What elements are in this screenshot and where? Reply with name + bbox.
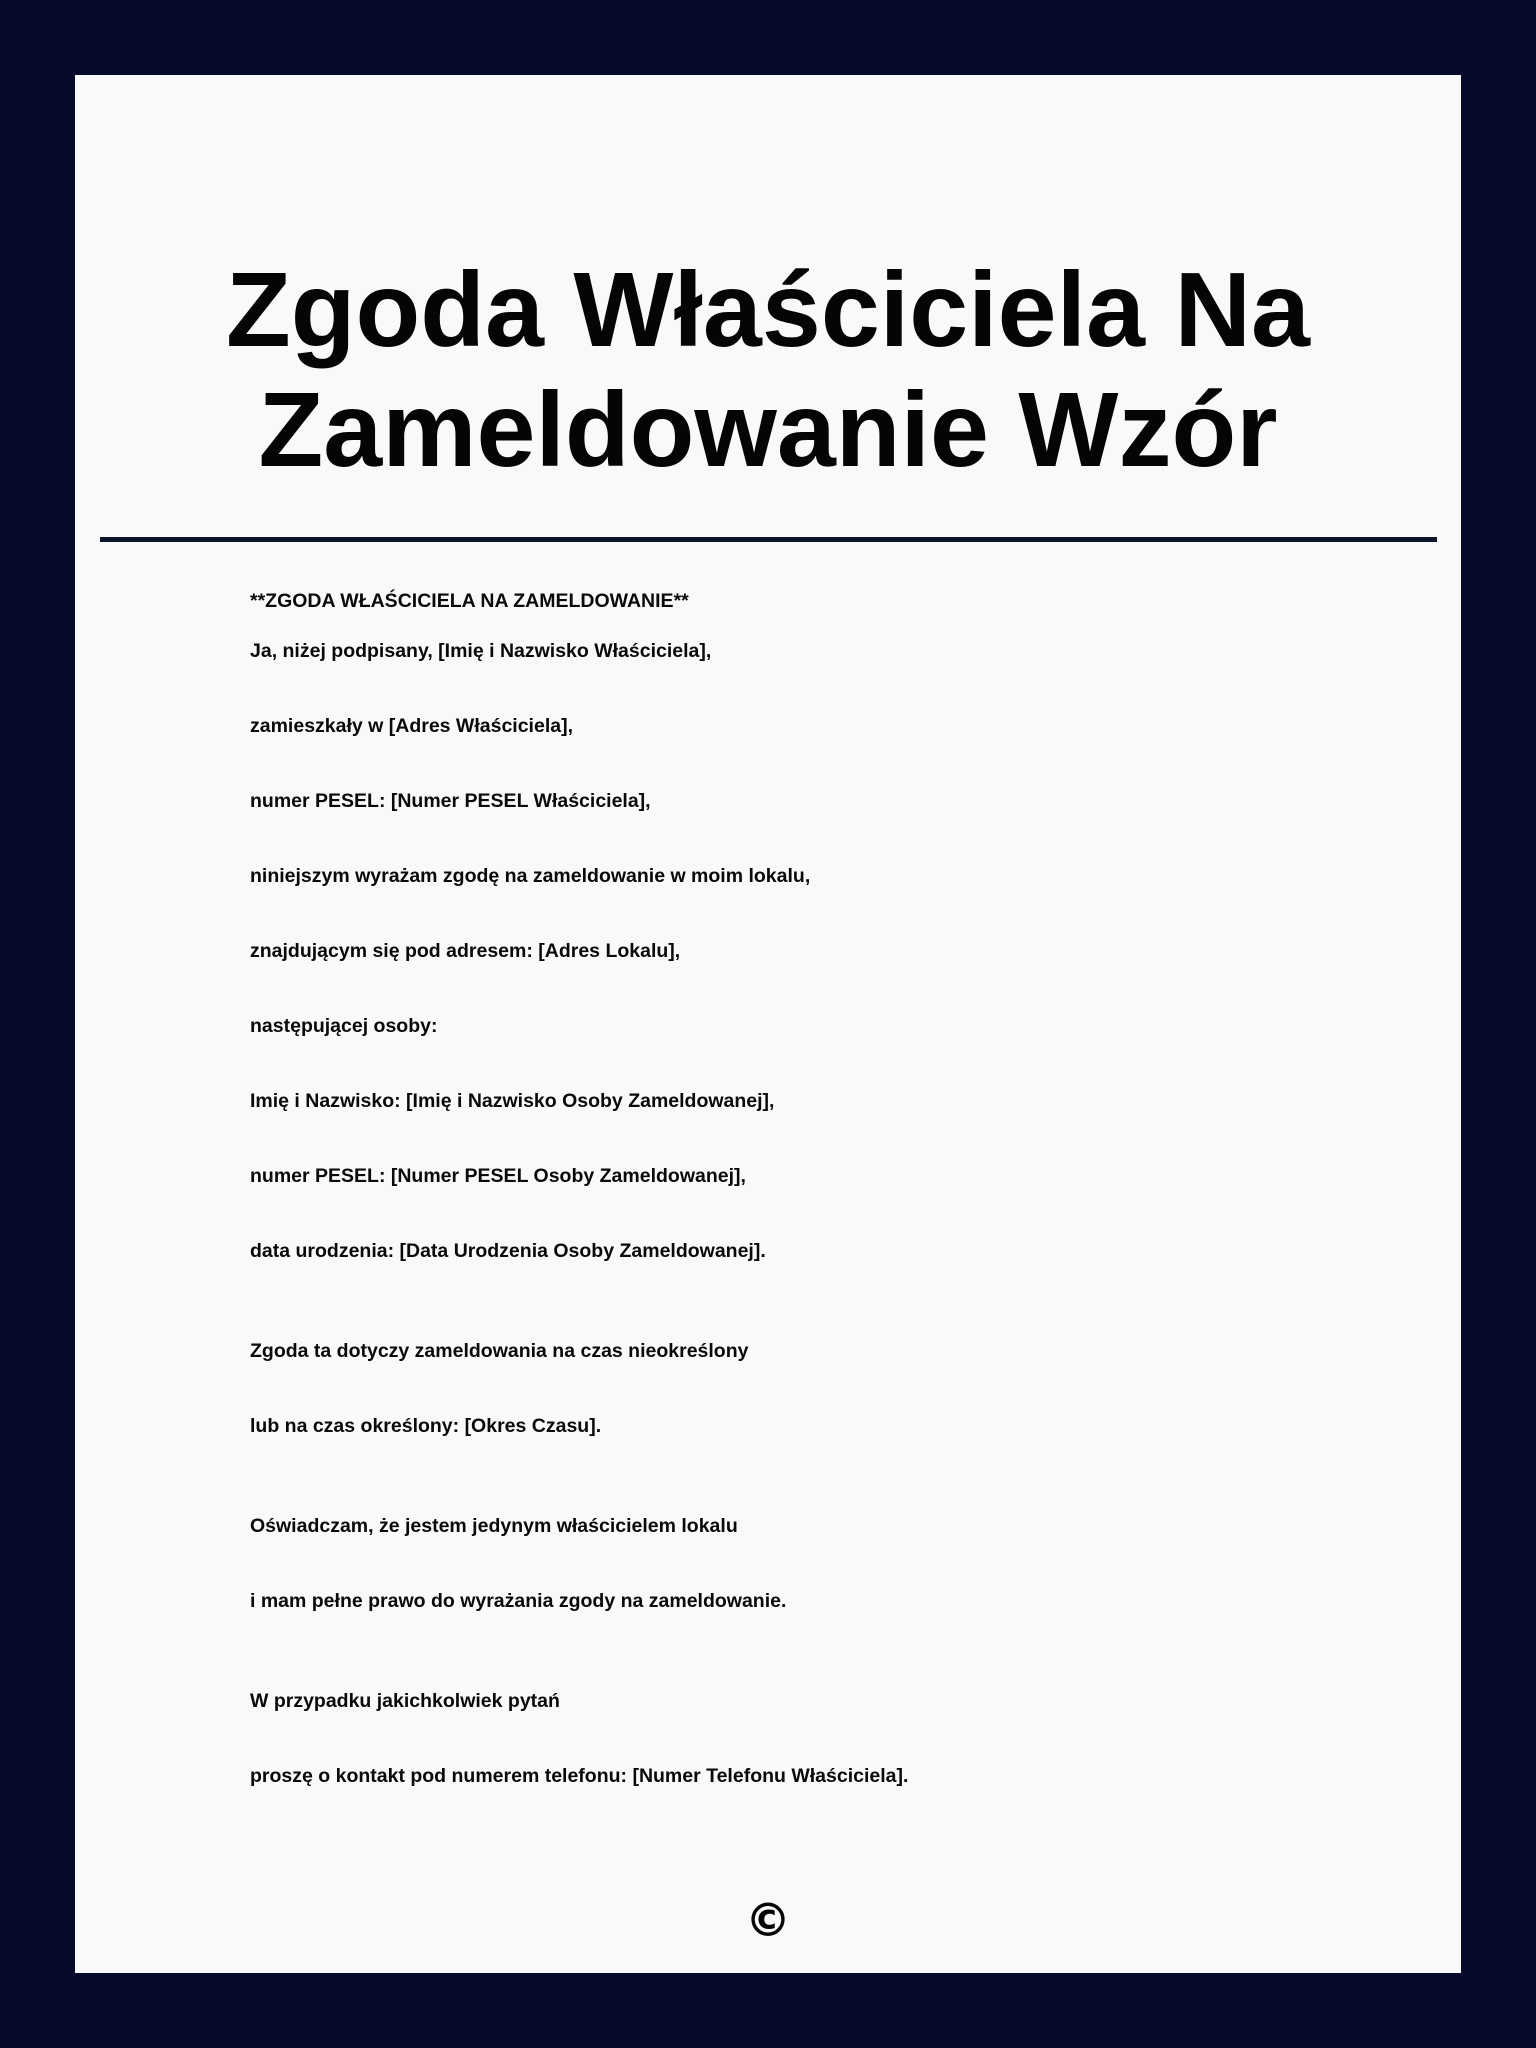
body-line: Oświadczam, że jestem jedynym właścicielem lokalu — [250, 1515, 738, 1537]
body-line: numer PESEL: [Numer PESEL Właściciela], — [250, 790, 651, 812]
document-page — [75, 75, 1461, 1973]
body-line: data urodzenia: [Data Urodzenia Osoby Zameldowanej]. — [250, 1240, 766, 1262]
title-divider — [100, 537, 1437, 542]
body-line: niniejszym wyrażam zgodę na zameldowanie w moim lokalu, — [250, 865, 811, 887]
page-title-line-2: Zameldowanie Wzór — [258, 371, 1278, 489]
body-line: proszę o kontakt pod numerem telefonu: [Numer Telefonu Właściciela]. — [250, 1765, 909, 1787]
body-line: Imię i Nazwisko: [Imię i Nazwisko Osoby Zameldowanej], — [250, 1090, 775, 1112]
page-title — [75, 250, 1461, 490]
document-heading: **ZGODA WŁAŚCICIELA NA ZAMELDOWANIE** — [250, 590, 689, 612]
body-line: zamieszkały w [Adres Właściciela], — [250, 715, 573, 737]
body-line: następującej osoby: — [250, 1015, 438, 1037]
body-line: i mam pełne prawo do wyrażania zgody na zameldowanie. — [250, 1590, 787, 1612]
copyright-icon: © — [745, 1893, 791, 1947]
body-line: znajdującym się pod adresem: [Adres Lokalu], — [250, 940, 681, 962]
body-line: lub na czas określony: [Okres Czasu]. — [250, 1415, 602, 1437]
body-line: Ja, niżej podpisany, [Imię i Nazwisko Właściciela], — [250, 640, 712, 662]
body-line: W przypadku jakichkolwiek pytań — [250, 1690, 560, 1712]
body-line: Zgoda ta dotyczy zameldowania na czas nieokreślony — [250, 1340, 749, 1362]
body-line: numer PESEL: [Numer PESEL Osoby Zameldowanej], — [250, 1165, 746, 1187]
page-title-line-1: Zgoda Właściciela Na — [226, 251, 1310, 369]
